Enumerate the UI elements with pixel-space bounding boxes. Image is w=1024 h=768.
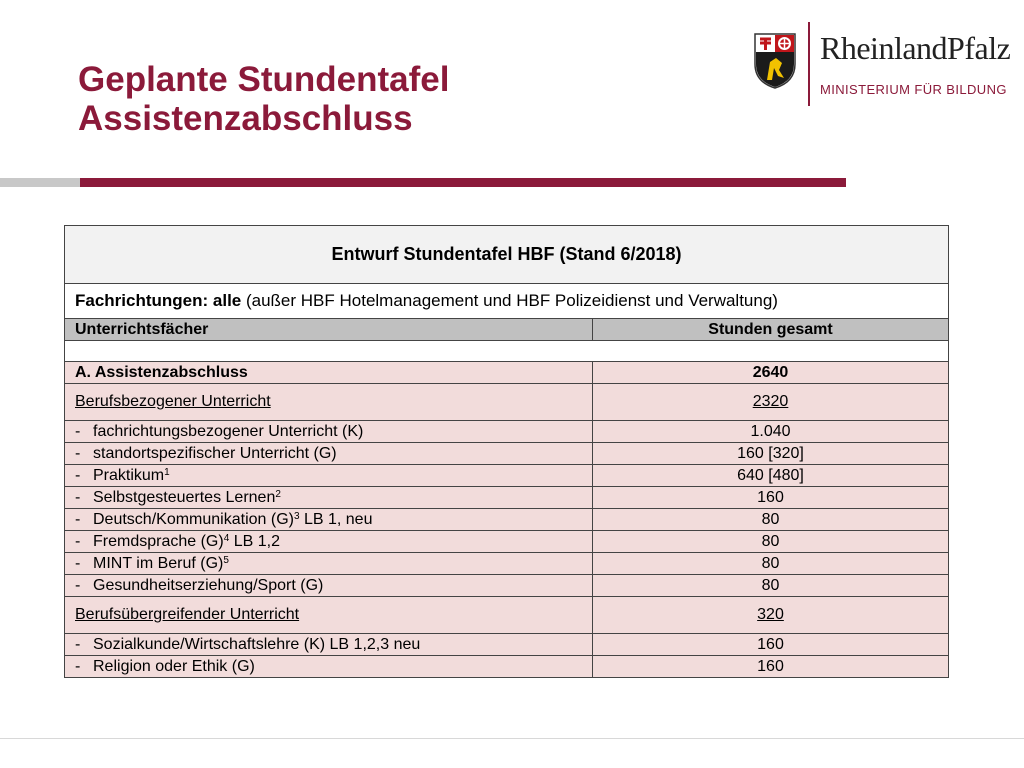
header-rule-red xyxy=(80,178,846,187)
section-label: A. Assistenzabschluss xyxy=(65,362,593,384)
subject-cell xyxy=(65,575,593,597)
bullet-dash: - xyxy=(75,466,81,484)
table-row xyxy=(65,531,949,553)
table-row xyxy=(65,553,949,575)
column-header-hours: Stunden gesamt xyxy=(593,319,949,341)
table-row xyxy=(65,509,949,531)
slide-title-line1: Geplante Stundentafel xyxy=(78,60,450,99)
table-row xyxy=(65,656,949,678)
subject-cell xyxy=(65,443,593,465)
hours-cell: 160 [320] xyxy=(593,443,949,465)
logo-separator xyxy=(808,22,810,106)
subject-suffix: LB 1,2 xyxy=(229,532,280,550)
subject-label: Religion oder Ethik (G) xyxy=(93,657,255,675)
slide-title xyxy=(78,60,449,138)
hours-cell: 80 xyxy=(593,553,949,575)
stundentafel-table xyxy=(64,225,949,678)
bullet-dash: - xyxy=(75,444,81,462)
subject-cell xyxy=(65,531,593,553)
group-label: Berufsübergreifender Unterricht xyxy=(75,606,300,623)
subject-cell xyxy=(65,509,593,531)
group-label: Berufsbezogener Unterricht xyxy=(75,393,271,410)
subject-label: Deutsch/Kommunikation (G) xyxy=(93,510,294,528)
subject-cell xyxy=(65,656,593,678)
subject-label: fachrichtungsbezogener Unterricht (K) xyxy=(93,422,364,440)
table-row xyxy=(65,634,949,656)
subject-label: Gesundheitserziehung/Sport (G) xyxy=(93,576,324,594)
table-row xyxy=(65,443,949,465)
group-hours-cell xyxy=(593,384,949,421)
hours-cell: 160 xyxy=(593,634,949,656)
subject-label: Selbstgesteuertes Lernen xyxy=(93,488,276,506)
subject-label: Praktikum xyxy=(93,466,165,484)
footnote-marker: 5 xyxy=(223,554,229,566)
hours-cell: 80 xyxy=(593,575,949,597)
slide-title-line2: Assistenzabschluss xyxy=(78,99,413,138)
bullet-dash: - xyxy=(75,635,81,653)
rlp-logo xyxy=(752,22,1012,106)
logo-wordmark: RheinlandPfalz xyxy=(820,30,1011,66)
bullet-dash: - xyxy=(75,576,81,594)
fachrichtungen-row xyxy=(65,284,949,319)
coat-of-arms-icon xyxy=(752,30,798,90)
subject-cell xyxy=(65,465,593,487)
hours-cell: 80 xyxy=(593,531,949,553)
table-heading-row xyxy=(65,226,949,284)
table-row xyxy=(65,465,949,487)
subject-cell xyxy=(65,634,593,656)
group-label-cell xyxy=(65,384,593,421)
hours-cell: 640 [480] xyxy=(593,465,949,487)
table-row xyxy=(65,421,949,443)
fachrichtungen-cell xyxy=(65,284,949,319)
header-rule-grey xyxy=(0,178,80,187)
bullet-dash: - xyxy=(75,488,81,506)
subject-label: MINT im Beruf (G) xyxy=(93,554,224,572)
group-label-cell xyxy=(65,597,593,634)
column-header-row xyxy=(65,319,949,341)
subject-suffix: LB 1, neu xyxy=(299,510,373,528)
fachrichtungen-label: Fachrichtungen: alle xyxy=(75,291,242,310)
subject-label: standortspezifischer Unterricht (G) xyxy=(93,444,337,462)
bullet-dash: - xyxy=(75,510,81,528)
group-hours: 320 xyxy=(757,606,784,623)
spacer-cell xyxy=(65,341,949,362)
section-row xyxy=(65,362,949,384)
bullet-dash: - xyxy=(75,657,81,675)
logo-ministry: MINISTERIUM FÜR BILDUNG xyxy=(820,82,1007,97)
bullet-dash: - xyxy=(75,554,81,572)
footnote-marker: 2 xyxy=(275,488,281,500)
hours-cell: 1.040 xyxy=(593,421,949,443)
bullet-dash: - xyxy=(75,422,81,440)
subject-cell xyxy=(65,421,593,443)
group-row-berufsbezogen xyxy=(65,384,949,421)
table-row xyxy=(65,487,949,509)
footnote-marker: 3 xyxy=(293,510,300,522)
spacer-row xyxy=(65,341,949,362)
subject-cell xyxy=(65,553,593,575)
footnote-marker: 1 xyxy=(164,466,170,478)
hours-cell: 80 xyxy=(593,509,949,531)
table-row xyxy=(65,575,949,597)
bullet-dash: - xyxy=(75,532,81,550)
subject-cell xyxy=(65,487,593,509)
column-header-subject: Unterrichtsfächer xyxy=(65,319,593,341)
footer-line xyxy=(0,738,1024,739)
group-row-berufsuebergreifend xyxy=(65,597,949,634)
group-hours: 2320 xyxy=(752,393,789,410)
table-heading: Entwurf Stundentafel HBF (Stand 6/2018) xyxy=(65,226,949,284)
group-hours-cell xyxy=(593,597,949,634)
subject-label: Fremdsprache (G) xyxy=(93,532,224,550)
fachrichtungen-note: (außer HBF Hotelmanagement und HBF Polizeidienst und Verwaltung) xyxy=(241,291,778,310)
hours-cell: 160 xyxy=(593,656,949,678)
section-hours: 2640 xyxy=(593,362,949,384)
subject-label: Sozialkunde/Wirtschaftslehre (K) LB 1,2,3 neu xyxy=(93,635,421,653)
hours-cell: 160 xyxy=(593,487,949,509)
footnote-marker: 4 xyxy=(223,532,230,544)
